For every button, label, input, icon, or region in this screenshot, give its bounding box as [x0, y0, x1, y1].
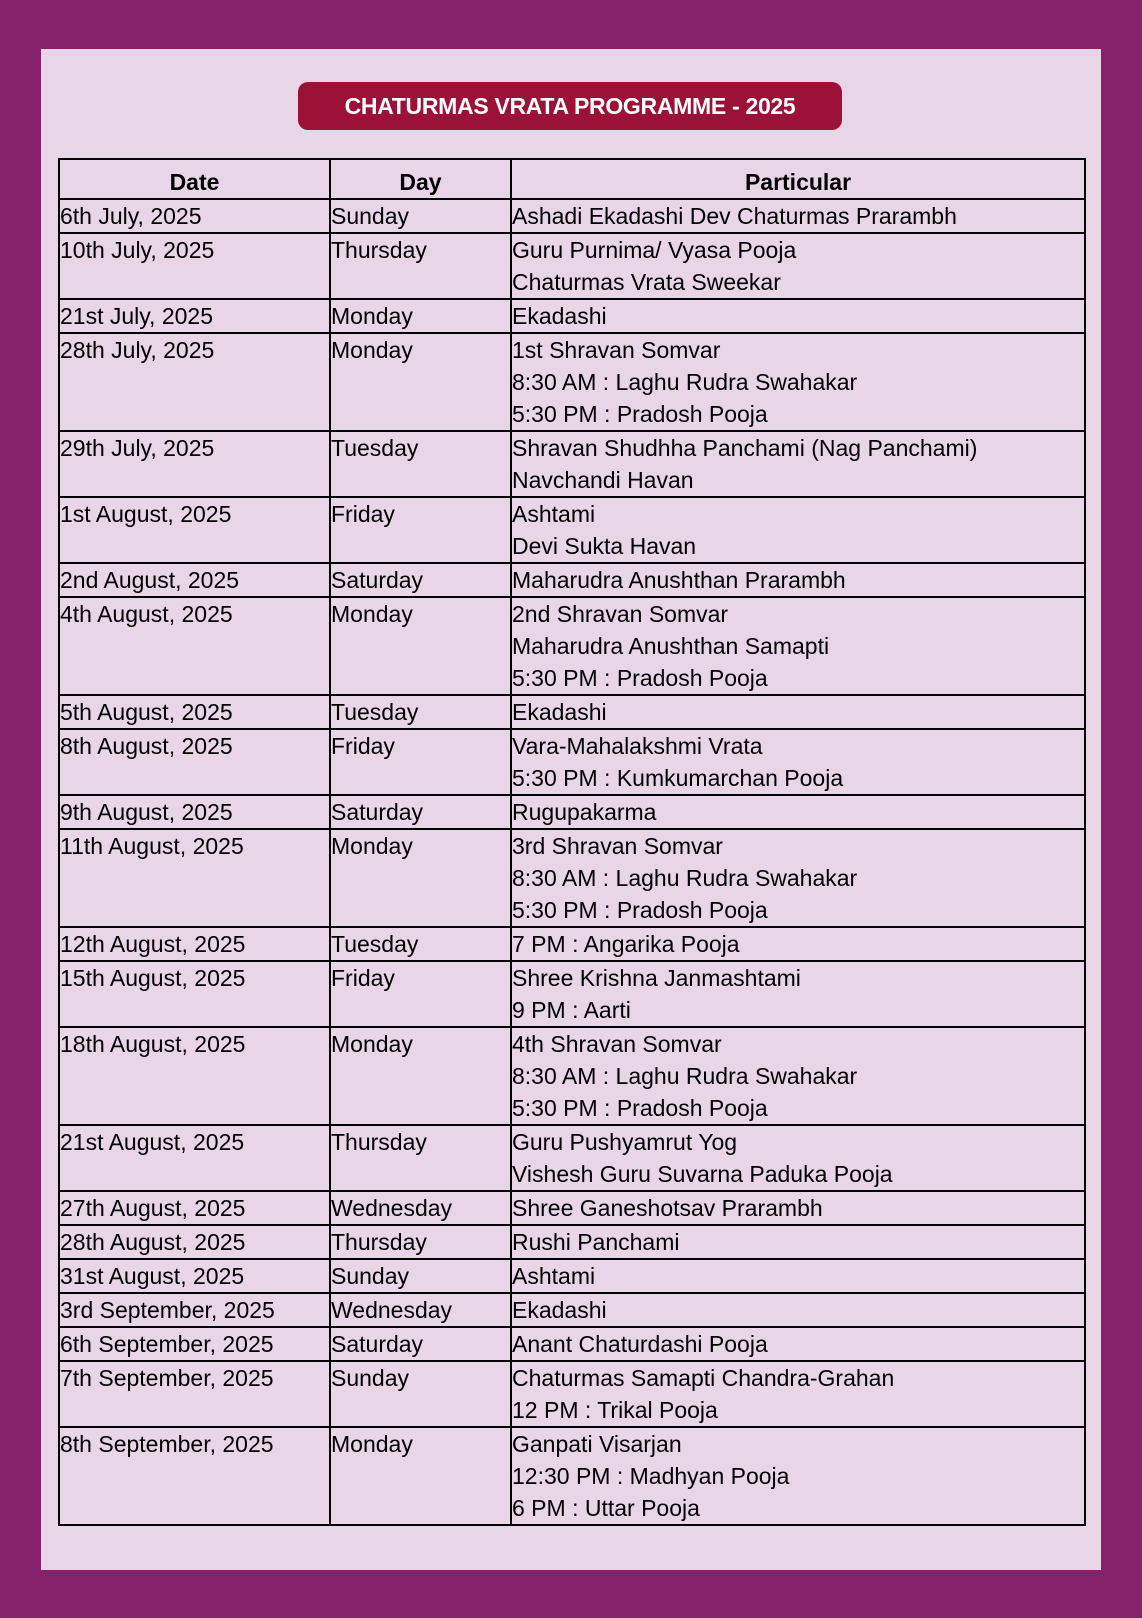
particular-line: 9 PM : Aarti	[512, 997, 631, 1023]
particular-cell	[511, 729, 1085, 795]
particular-cell	[511, 431, 1085, 497]
day-cell: Saturday	[330, 1327, 511, 1361]
table-row	[59, 1427, 1085, 1525]
day-cell: Saturday	[330, 795, 511, 829]
particular-line: Anant Chaturdashi Pooja	[512, 1331, 768, 1357]
date-cell: 9th August, 2025	[59, 795, 330, 829]
date-cell: 7th September, 2025	[59, 1361, 330, 1427]
date-cell: 28th August, 2025	[59, 1225, 330, 1259]
day-cell: Thursday	[330, 1225, 511, 1259]
date-cell: 12th August, 2025	[59, 927, 330, 961]
particular-line: Maharudra Anushthan Prarambh	[512, 567, 846, 593]
schedule-body	[59, 199, 1085, 1525]
date-cell: 29th July, 2025	[59, 431, 330, 497]
particular-line: Navchandi Havan	[512, 467, 694, 493]
particular-line: 8:30 AM : Laghu Rudra Swahakar	[512, 1063, 858, 1089]
date-cell: 6th September, 2025	[59, 1327, 330, 1361]
particular-cell	[511, 795, 1085, 829]
schedule-table	[58, 158, 1086, 1526]
particular-line: Guru Pushyamrut Yog	[512, 1129, 738, 1155]
particular-line: Rugupakarma	[512, 799, 657, 825]
day-cell: Sunday	[330, 199, 511, 233]
date-cell: 21st August, 2025	[59, 1125, 330, 1191]
particular-cell	[511, 233, 1085, 299]
particular-cell	[511, 1427, 1085, 1525]
column-header-date: Date	[59, 159, 330, 199]
table-row	[59, 1027, 1085, 1125]
table-row	[59, 829, 1085, 927]
day-cell: Wednesday	[330, 1191, 511, 1225]
table-row	[59, 1191, 1085, 1225]
column-header-particular: Particular	[511, 159, 1085, 199]
page-title: CHATURMAS VRATA PROGRAMME - 2025	[298, 82, 842, 130]
particular-cell	[511, 333, 1085, 431]
particular-line: Ekadashi	[512, 699, 607, 725]
day-cell: Monday	[330, 333, 511, 431]
particular-cell	[511, 1361, 1085, 1427]
particular-cell	[511, 695, 1085, 729]
particular-cell	[511, 299, 1085, 333]
particular-line: 1st Shravan Somvar	[512, 337, 721, 363]
particular-line: 5:30 PM : Pradosh Pooja	[512, 665, 768, 691]
particular-line: 6 PM : Uttar Pooja	[512, 1495, 700, 1521]
particular-line: Rushi Panchami	[512, 1229, 680, 1255]
particular-line: Ashadi Ekadashi Dev Chaturmas Prarambh	[512, 203, 957, 229]
particular-line: 2nd Shravan Somvar	[512, 601, 729, 627]
day-cell: Monday	[330, 597, 511, 695]
day-cell: Monday	[330, 1027, 511, 1125]
table-row	[59, 961, 1085, 1027]
particular-line: Chaturmas Samapti Chandra-Grahan	[512, 1365, 895, 1391]
particular-cell	[511, 1125, 1085, 1191]
particular-cell	[511, 563, 1085, 597]
table-row	[59, 1259, 1085, 1293]
particular-cell	[511, 1259, 1085, 1293]
particular-cell	[511, 961, 1085, 1027]
column-header-day: Day	[330, 159, 511, 199]
table-row	[59, 1225, 1085, 1259]
table-row	[59, 563, 1085, 597]
date-cell: 2nd August, 2025	[59, 563, 330, 597]
date-cell: 18th August, 2025	[59, 1027, 330, 1125]
day-cell: Friday	[330, 497, 511, 563]
particular-line: 5:30 PM : Pradosh Pooja	[512, 401, 768, 427]
particular-line: 12 PM : Trikal Pooja	[512, 1397, 718, 1423]
particular-line: Ganpati Visarjan	[512, 1431, 682, 1457]
date-cell: 4th August, 2025	[59, 597, 330, 695]
table-row	[59, 795, 1085, 829]
day-cell: Saturday	[330, 563, 511, 597]
date-cell: 31st August, 2025	[59, 1259, 330, 1293]
particular-line: Ashtami	[512, 501, 596, 527]
day-cell: Friday	[330, 729, 511, 795]
particular-cell	[511, 927, 1085, 961]
table-row	[59, 1293, 1085, 1327]
date-cell: 8th August, 2025	[59, 729, 330, 795]
particular-cell	[511, 1327, 1085, 1361]
particular-line: Shravan Shudhha Panchami (Nag Panchami)	[512, 435, 978, 461]
table-row	[59, 1125, 1085, 1191]
date-cell: 11th August, 2025	[59, 829, 330, 927]
particular-line: 5:30 PM : Pradosh Pooja	[512, 1095, 768, 1121]
table-row	[59, 497, 1085, 563]
particular-cell	[511, 1293, 1085, 1327]
day-cell: Monday	[330, 299, 511, 333]
table-row	[59, 199, 1085, 233]
day-cell: Friday	[330, 961, 511, 1027]
table-row	[59, 927, 1085, 961]
day-cell: Sunday	[330, 1361, 511, 1427]
table-row	[59, 695, 1085, 729]
day-cell: Thursday	[330, 233, 511, 299]
particular-cell	[511, 497, 1085, 563]
date-cell: 1st August, 2025	[59, 497, 330, 563]
particular-line: 4th Shravan Somvar	[512, 1031, 722, 1057]
particular-line: Guru Purnima/ Vyasa Pooja	[512, 237, 797, 263]
particular-line: 5:30 PM : Kumkumarchan Pooja	[512, 765, 844, 791]
particular-cell	[511, 1225, 1085, 1259]
particular-line: Ekadashi	[512, 1297, 607, 1323]
day-cell: Tuesday	[330, 431, 511, 497]
particular-line: 7 PM : Angarika Pooja	[512, 931, 740, 957]
day-cell: Monday	[330, 829, 511, 927]
particular-line: 8:30 AM : Laghu Rudra Swahakar	[512, 865, 858, 891]
particular-line: Vishesh Guru Suvarna Paduka Pooja	[512, 1161, 893, 1187]
table-row	[59, 1361, 1085, 1427]
table-row	[59, 333, 1085, 431]
date-cell: 5th August, 2025	[59, 695, 330, 729]
particular-line: Shree Ganeshotsav Prarambh	[512, 1195, 823, 1221]
particular-cell	[511, 199, 1085, 233]
date-cell: 27th August, 2025	[59, 1191, 330, 1225]
particular-cell	[511, 1191, 1085, 1225]
table-row	[59, 431, 1085, 497]
date-cell: 8th September, 2025	[59, 1427, 330, 1525]
particular-cell	[511, 597, 1085, 695]
particular-cell	[511, 829, 1085, 927]
table-row	[59, 729, 1085, 795]
date-cell: 28th July, 2025	[59, 333, 330, 431]
day-cell: Sunday	[330, 1259, 511, 1293]
day-cell: Thursday	[330, 1125, 511, 1191]
table-row	[59, 597, 1085, 695]
particular-line: Shree Krishna Janmashtami	[512, 965, 801, 991]
particular-line: 8:30 AM : Laghu Rudra Swahakar	[512, 369, 858, 395]
date-cell: 21st July, 2025	[59, 299, 330, 333]
date-cell: 3rd September, 2025	[59, 1293, 330, 1327]
programme-panel	[41, 49, 1101, 1570]
date-cell: 15th August, 2025	[59, 961, 330, 1027]
particular-cell	[511, 1027, 1085, 1125]
particular-line: 12:30 PM : Madhyan Pooja	[512, 1463, 790, 1489]
day-cell: Tuesday	[330, 695, 511, 729]
particular-line: Ashtami	[512, 1263, 596, 1289]
particular-line: Vara-Mahalakshmi Vrata	[512, 733, 763, 759]
date-cell: 10th July, 2025	[59, 233, 330, 299]
particular-line: 5:30 PM : Pradosh Pooja	[512, 897, 768, 923]
date-cell: 6th July, 2025	[59, 199, 330, 233]
day-cell: Wednesday	[330, 1293, 511, 1327]
particular-line: Chaturmas Vrata Sweekar	[512, 269, 781, 295]
day-cell: Tuesday	[330, 927, 511, 961]
table-row	[59, 1327, 1085, 1361]
particular-line: Maharudra Anushthan Samapti	[512, 633, 830, 659]
particular-line: Devi Sukta Havan	[512, 533, 697, 559]
table-row	[59, 233, 1085, 299]
day-cell: Monday	[330, 1427, 511, 1525]
table-row	[59, 299, 1085, 333]
particular-line: Ekadashi	[512, 303, 607, 329]
table-header-row	[59, 159, 1085, 199]
particular-line: 3rd Shravan Somvar	[512, 833, 723, 859]
